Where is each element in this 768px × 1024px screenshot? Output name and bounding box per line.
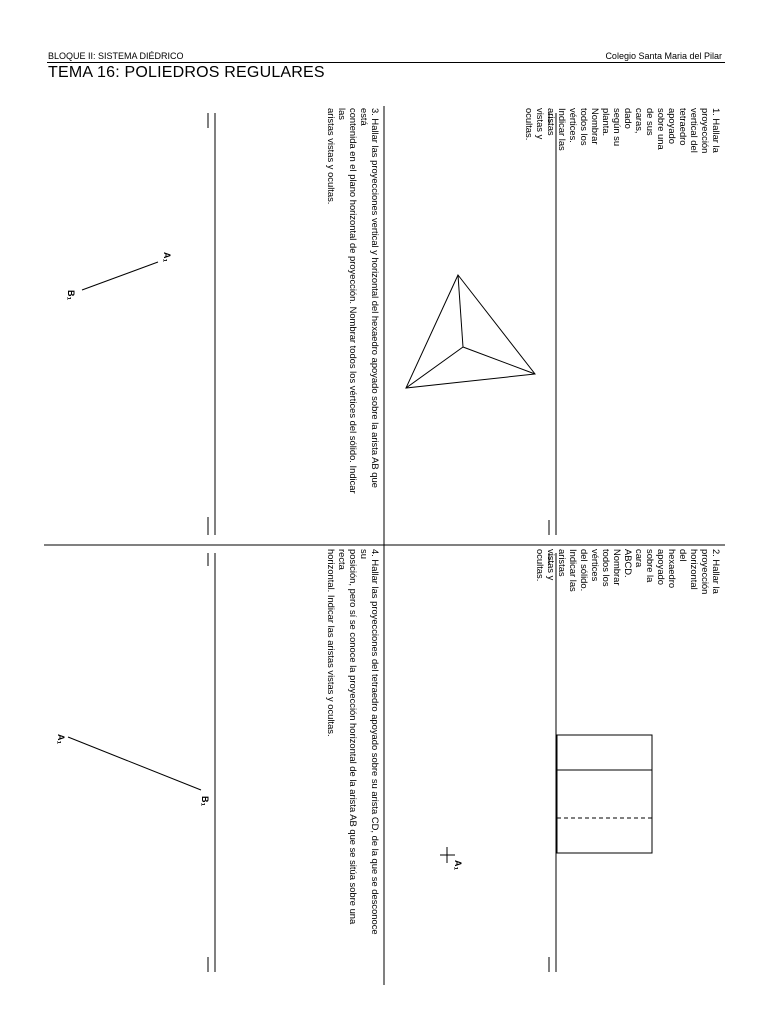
ground-line-ex4 bbox=[208, 553, 215, 972]
header-school: Colegio Santa Maria del Pilar bbox=[605, 51, 722, 61]
exercise-3-line-3: aristas vistas y ocultas. bbox=[326, 108, 337, 205]
exercise-4-line-2: posición, pero sí se conoce la proyección horizontal de la arista AB que se sitúa sobre una recta bbox=[337, 549, 359, 925]
exercise-1-line-2: Nombrar todos los vértices. Indicar las aristas vistas y ocultas. bbox=[524, 108, 601, 151]
edge-ab-ex3 bbox=[82, 262, 158, 290]
ground-line-ex3 bbox=[208, 113, 215, 535]
label-a-ex4: A₁ bbox=[56, 734, 66, 745]
page-title: TEMA 16: POLIEDROS REGULARES bbox=[48, 64, 325, 81]
label-b-ex4: B₁ bbox=[200, 796, 210, 807]
exercise-4-line-1: 4. Hallar las proyecciones del tetraedro apoyado sobre su arista CD, de la que se desconoce su bbox=[359, 549, 381, 935]
label-point-ex4: A₁ bbox=[453, 860, 463, 871]
exercise-1-line-1: 1. Hallar la proyección vertical del tetraedro apoyado sobre una de sus caras, dado según su planta. bbox=[601, 108, 722, 154]
ground-line-ex1 bbox=[549, 113, 556, 535]
label-b-ex3: B₁ bbox=[66, 290, 76, 301]
label-a-ex3: A₁ bbox=[162, 252, 172, 263]
exercise-3-line-1: 3. Hallar las proyecciones vertical y horizontal del hexaedro apoyado sobre la arista AB que está bbox=[359, 108, 381, 488]
tetrahedron-plan bbox=[406, 275, 535, 388]
ground-line-ex2 bbox=[549, 553, 556, 972]
edge-ab-ex4 bbox=[68, 737, 201, 790]
exercise-4-line-3: horizontal. Indicar las aristas vistas y ocultas. bbox=[326, 549, 337, 737]
exercise-2-line-1: 2. Hallar la proyección horizontal del hexaedro apoyado sobre la cara ABCD. Nombrar todos los bbox=[601, 549, 722, 595]
header-subject: BLOQUE II: SISTEMA DIÉDRICO bbox=[48, 51, 184, 61]
exercise-3-line-2: contenida en el plano horizontal de proyección. Nombrar todos los vértices del sólido. Indicar las bbox=[337, 108, 359, 494]
exercise-2-line-2: vértices del sólido. Indicar las aristas vistas y ocultas. bbox=[535, 549, 601, 592]
hexahedron-face bbox=[557, 735, 652, 853]
